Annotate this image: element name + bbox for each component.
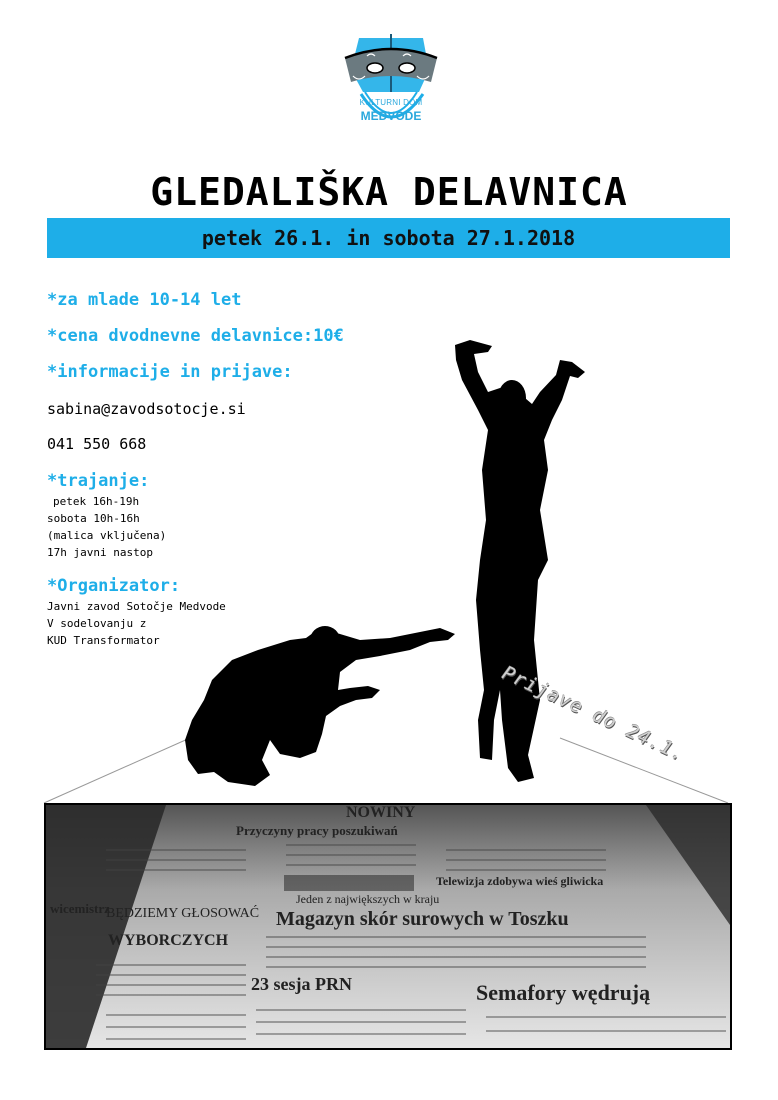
organizer-line: Javni zavod Sotočje Medvode [47,600,226,613]
standing-figure-icon [455,340,585,782]
headline: WYBORCZYCH [108,932,229,949]
organizer-line: KUD Transformator [47,634,160,647]
page-title: GLEDALIŠKA DELAVNICA [150,170,628,214]
logo-line-1: KULTURNI DOM [359,98,423,107]
duration-line: 17h javni nastop [47,546,153,559]
headline: NOWINY [346,805,416,821]
headline: 23 sesja PRN [251,974,352,994]
age-info: *za mlade 10-14 let [47,290,242,310]
phone-number: 041 550 668 [47,435,147,453]
headline: Przyczyny pracy poszukiwań [236,823,398,838]
headline: wicemistrz [50,901,110,916]
event-date: petek 26.1. in sobota 27.1.2018 [201,226,576,250]
duration-line: petek 16h-19h [53,495,140,508]
logo-line-2: MEDVODE [360,109,422,123]
duration-heading: *trajanje: [47,471,150,491]
organizer-line: V sodelovanju z [47,617,147,630]
organizer-heading: *Organizator: [47,576,181,596]
headline: Telewizja zdobywa wieś gliwicka [436,874,604,888]
crouching-figure-icon [185,626,455,786]
contact-heading: *informacije in prijave: [47,362,293,382]
duration-line: (malica vključena) [47,529,167,542]
duration-line: sobota 10h-16h [47,512,140,525]
headline: Magazyn skór surowych w Toszku [276,908,569,930]
newspaper-image [46,805,730,1048]
newspaper-photo [44,803,732,1050]
headline: Semafory wędrują [476,980,651,1005]
registration-deadline: Prijave do 24.1. [498,662,689,767]
headline: BĘDZIEMY GŁOSOWAĆ [106,906,260,921]
price-info: *cena dvodnevne delavnice:10€ [47,326,344,346]
headline: Jeden z największych w kraju [296,892,440,906]
email-link[interactable]: sabina@zavodsotocje.si [47,400,246,418]
